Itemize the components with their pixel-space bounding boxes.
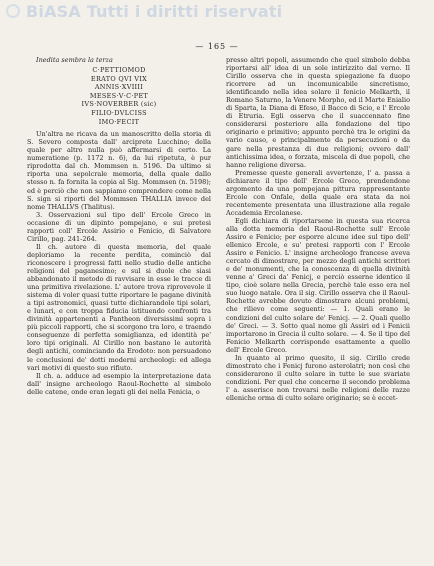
section-heading: Inedita sembra la terza [36,56,113,64]
inscription-line: C·PETTIOMOD [92,66,146,75]
right-column [226,56,410,402]
inscription-line: FILIO·DVLCISS [91,109,147,118]
paragraph: Egli dichiara di riportarsene in questa sua ricerca alla dotta memoria del Raoul-Rochette sull' Ercole Assiro e Fenicio; per esporre alcune idee sul tipo dell' ellenico Ercole, e su' pretesi rapporti con l' Ercole Assiro e Fenicio. L' insigne archeologo francese aveva cercato di dimostrare, per mezzo degli antichi scrittori e de' monumenti, che la conoscenza di quella divinità venne a' Greci da' Fenicj, e perciò esserne identico il tipo, cioè solare nella Grecia, perchè tale esso era nel suo luogo natale. Ora il sig. Cirillo osserva che il Raoul-Rochette avrebbe dovuto dimostrare alcuni problemi, che rilievo come seguenti: — 1. Quali erano le condizioni del culto solare de' Fenicj. — 2. Quali quello de' Greci. — 3. Sotto qual nome gli Assiri ed i Fenicii importarono in Grecia il culto solare. — 4. Se il tipo del Fenicio Melkarth corrisponde esattamente a quello dell' Ercole Greco. [226,216,410,354]
paragraph: presso altri popoli, assumendo che quel simbolo debba riportarsi all' idea di un sole intirizzito dal verno. Il Cirillo osserva che in questa spiegazione fa duopo ricorrere ad un incomunicabile sincretismo, identificando nella idea solare il fenicio Melkarth, il Romano Saturno, la Venere Morpho, ed il Marte Enialio di Sparta, la Diana di Efeso, il Bacco di Scio, e l' Ercole di Etruria. Egli osserva che il suaccennato fine considerarsi posteriore alla fondazione del tipo originario e primitivo; appunto perchè tra le origini da vario causo, e principalmente da persecuzioni o da gare nella prestanza di due religioni; ovvero dall' antichissima idea, o forzata, miscela di due popoli, che hanno religione diversa. [226,56,410,169]
inscription-line: ERATO QVI VIX [90,74,148,83]
inscription-line: MESES·V·C·PET [89,91,149,100]
inscription-line: IVS·NOVERBER (sic) [81,100,157,109]
paragraph: Il ch. a. adduce ad esempio la interpretazione data dall' insigne archeologo Raoul-Rochette al simbolo delle catene, onde eran legati gli dei nella Fenicia, o [27,371,211,396]
watermark [0,0,434,22]
watermark-text: BiASA Tutti i diritti riservati [26,1,283,21]
watermark-logo-icon [6,4,20,18]
paragraph: 3. Osservazioni sul tipo dell' Ercole Greco in occasione di un dipinto pompejano, e sui pretesi rapporti coll' Ercole Assirio e Fenicio, di Salvatore Cirillo, pag. 241-264. [27,210,211,243]
paragraph: In quanto al primo quesito, il sig. Cirillo crede dimostrato che i Fenicj furono asterolatri; non così che considerarono il culto solare in tutte le sue svariate condizioni. Per quel che concerne il secondo problema l' a. asserisce non trovarsi nelle religioni delle razze elleniche orma di culto solare originario; se è eccet- [226,353,410,402]
paragraph: Il ch. autore di questa memoria, del quale deploriamo la recente perdita, cominciò dal riconoscere i progressi fatti nello studio delle antiche religioni del paganesimo; e sul si duole che siasi abbandonato il metodo di ravvisare in esse le tracce di una primitiva rivelazione. L' autore trova riprovevole il sistema di voler quasi tutte riportare le pagane divinità a tipi astronomici, quasi tutte dichiarandole tipi solari, e lunari, e con troppa fiducia istituendo confronti tra divinità appartenenti a Pantheon diversissimi sopra i più piccoli rapporti, che si scorgono tra loro, e traendo conseguenze di perfetta somiglianza, ed identità pe' loro tipi originali. Al Cirillo non bastano le autorità degli antichi, cominciando da Erodoto: non persuadono le conclusioni de' dotti moderni archeologi: ed allega vari motivi di questo suo rifiuto. [27,242,211,372]
page-number: — 165 — [195,42,239,51]
inscription-line: ANNIS·XVIIII [94,83,144,92]
left-column [27,56,211,396]
inscription [27,66,211,126]
inscription-line: IMO·FECIT [98,117,140,126]
paragraph: Un'altra ne ricava da un manoscritto della storia di S. Severo composta dall' arciprete Lucchino; della quale per altro nulla può affermarsi di certo. La numeratione (p. 1172 n. 6), da lui ripetuta, è pur riprodotta dal ch. Mommsen n. 5196. Da ultimo si riporta una sepolcrale memoria, della quale dallo stesso n. fa fornita la copia al Sig. Mommsen (n. 5198); ed è perciò che non sappiamo comprendere come nella S. sign si riporti del Mommsen THALLIA invece del nome THALLVS (Thalitus). [27,130,211,211]
paragraph: Premesse queste generali avvertenze, l' a. passa a dichiarare il tipo dell' Ercole Greco, prendendone argomento da una pompejana pittura rappresentante Ercole con Onfale, della quale era stata da noi recentemente presentata una illustrazione alla regale Accademia Ercolanese. [226,168,410,217]
